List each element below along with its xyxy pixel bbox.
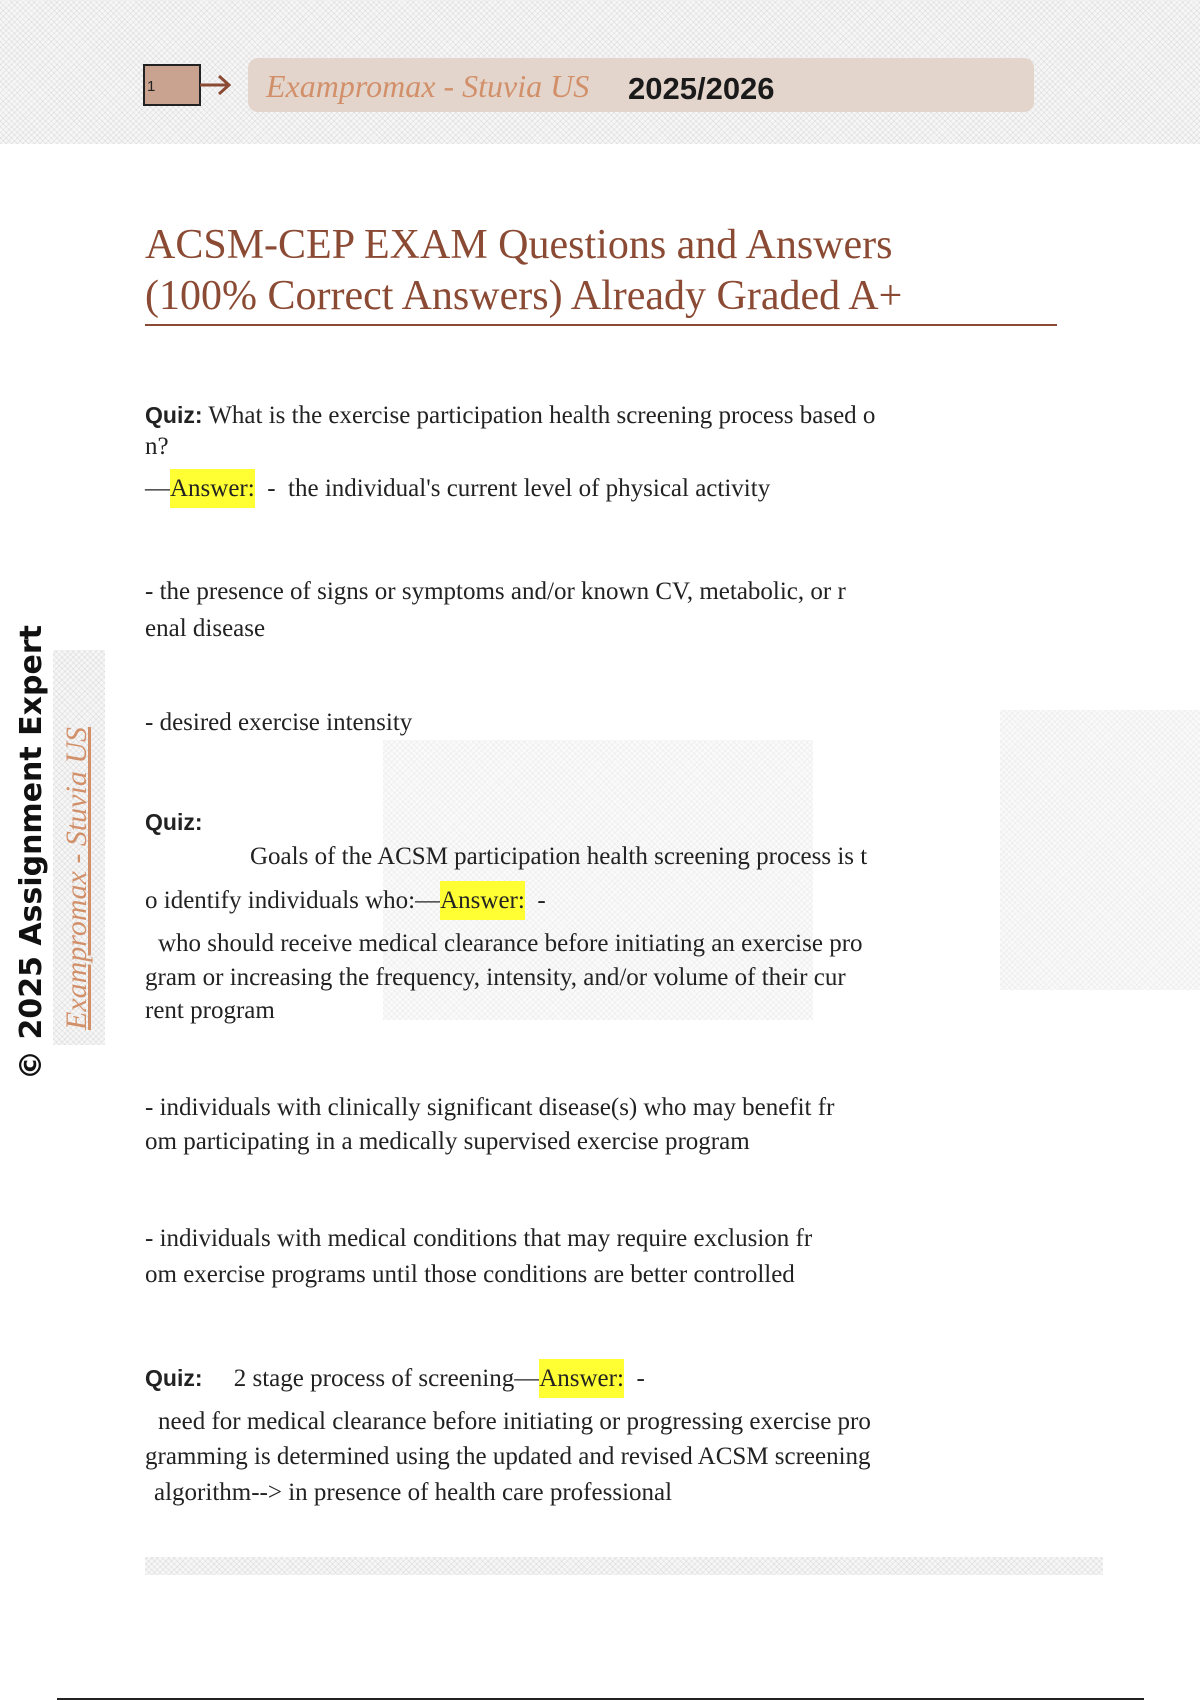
- q1-question-line: [145, 398, 875, 433]
- q1-bullet-2-line-2: enal disease: [145, 615, 266, 642]
- q1-answer-text: the individual's current level of physical activity: [288, 475, 771, 502]
- q2-answer-line-3: rent program: [145, 997, 275, 1024]
- answer-dash: —: [514, 1365, 540, 1392]
- q2-bullet-3-line-2: om exercise programs until those conditions are better controlled: [145, 1261, 795, 1288]
- q2-question-text: o identify individuals who:: [145, 887, 416, 914]
- q2-answer-line-1: who should receive medical clearance before initiating an exercise pro: [158, 930, 863, 957]
- q2-quiz-label-line: [145, 805, 203, 840]
- q1-bullet-3: - desired exercise intensity: [145, 709, 413, 736]
- answer-dash: —: [145, 475, 170, 502]
- q2-bullet-2-line-2: om participating in a medically supervised exercise program: [145, 1128, 750, 1155]
- answer-label: Answer:: [440, 881, 525, 920]
- q3-question-line: [145, 1361, 645, 1396]
- q1-question-text: What is the exercise participation health screening process based o: [208, 402, 876, 429]
- q3-gap: [209, 1365, 234, 1392]
- q2-question-line-2: [145, 884, 546, 918]
- document-title: [145, 220, 1057, 326]
- quiz-label: Quiz:: [145, 809, 203, 835]
- q1-answer-line: [145, 472, 770, 506]
- watermark-patch: [1000, 710, 1200, 990]
- side-copyright: © 2025 Assignment Expert: [14, 625, 49, 1080]
- answer-label: Answer:: [170, 469, 255, 508]
- q2-question-line-1: Goals of the ACSM participation health screening process is t: [250, 843, 868, 870]
- title-line-2: (100% Correct Answers) Already Graded A+: [145, 273, 903, 319]
- q2-answer-line-2: gram or increasing the frequency, intensity, and/or volume of their cur: [145, 964, 846, 991]
- q3-answer-line-2: gramming is determined using the updated and revised ACSM screening: [145, 1443, 871, 1470]
- title-line-1: ACSM-CEP EXAM Questions and Answers: [145, 222, 893, 268]
- q3-answer-line-3: algorithm--> in presence of health care professional: [154, 1479, 673, 1506]
- q1-bullet-2-line-1: - the presence of signs or symptoms and/or known CV, metabolic, or r: [145, 578, 846, 605]
- header-year: 2025/2026: [628, 71, 775, 106]
- section-separator: [145, 1557, 1103, 1575]
- q1-question-line-2: n?: [145, 433, 169, 460]
- q2-bullet-3-line-1: - individuals with medical conditions that may require exclusion fr: [145, 1225, 813, 1252]
- page-number: 1: [147, 78, 156, 95]
- answer-label: Answer:: [539, 1359, 624, 1398]
- q3-answer-line-1: need for medical clearance before initiating or progressing exercise pro: [158, 1408, 871, 1435]
- side-brand: Exampromax - Stuvia US: [60, 727, 93, 1030]
- answer-separator: -: [260, 475, 282, 502]
- q2-bullet-2-line-1: - individuals with clinically significant disease(s) who may benefit fr: [145, 1094, 835, 1121]
- answer-separator: -: [531, 887, 546, 914]
- answer-dash: —: [415, 887, 441, 914]
- answer-separator: -: [630, 1365, 645, 1392]
- quiz-label: Quiz:: [145, 402, 203, 428]
- q3-question-text: 2 stage process of screening: [233, 1365, 515, 1392]
- page-arrow-icon: [143, 64, 235, 108]
- quiz-label: Quiz:: [145, 1365, 203, 1391]
- header-brand: Exampromax - Stuvia US: [266, 68, 590, 104]
